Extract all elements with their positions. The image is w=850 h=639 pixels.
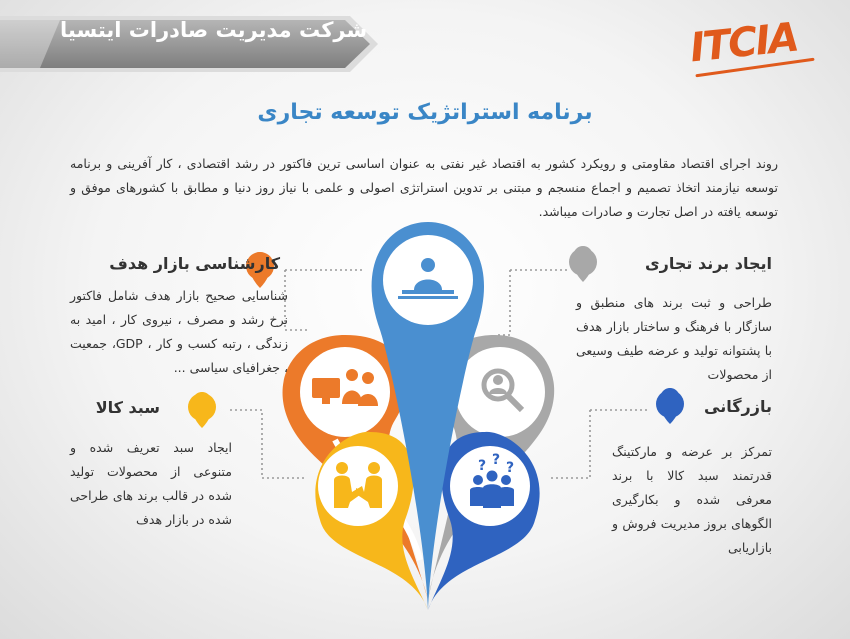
body-brand: طراحی و ثبت برند های منطبق و سازگار با فرهنگ و ساختار بازار هدف با پشتوانه تولید و عرضه طیف وسیعی از محصولات (576, 295, 772, 382)
heading-brand: ایجاد برند تجاری (644, 254, 772, 273)
page-title: برنامه استراتژیک توسعه تجاری (257, 100, 593, 125)
heading-basket: سبد کالا (95, 398, 160, 417)
body-basket: ایجاد سبد تعریف شده و متنوعی از محصولات تولید شده در قالب برند های طراحی شده در بازار هدف (70, 440, 232, 527)
company-name: شرکت مدیریت صادرات ایتسیا (60, 18, 368, 42)
heading-commerce: بازرگانی (704, 397, 772, 416)
yellow-inner (318, 446, 398, 526)
body-target-market: شناسایی صحیح بازار هدف شامل فاکتور نرخ رشد و مصرف ، نیروی کار ، امید به زندگی ، رتبه کسب و کار ، GDP، جمعیت ، جغرافیای سیاسی ... (70, 288, 288, 375)
svg-text:?: ? (506, 460, 515, 476)
intro-paragraph: روند اجرای اقتصاد مقاومتی و رویکرد کشور به اقتصاد غیر نفتی به عنوان اساسی ترین فاکتور در رشد اقتصادی ، کار آفرینی و برنامه توسعه نیازمند اتخاذ تصمیم و اجماع منسجم و مبتنی بر تدوین استراتژی اصولی و علمی با نیاز روز دنیا و مطابق با کشورهای موفق و توسعه یافته در اصل تجارت و صادرات میباشد. (70, 156, 778, 219)
gray-pin-icon (569, 246, 597, 282)
svg-text:?: ? (492, 452, 501, 468)
company-logo: ITCIA (687, 14, 800, 72)
yellow-pin-icon (188, 392, 216, 428)
body-commerce: تمرکز بر عرضه و مارکتینگ قدرتمند سبد کالا با برند معرفی شده و بکارگیری الگوهای بروز مدیریت فروش و بازاریابی (612, 444, 772, 555)
svg-text:?: ? (478, 458, 487, 474)
dark-blue-pin-icon (656, 388, 684, 424)
heading-target-market: کارشناسی بازار هدف (109, 254, 280, 273)
